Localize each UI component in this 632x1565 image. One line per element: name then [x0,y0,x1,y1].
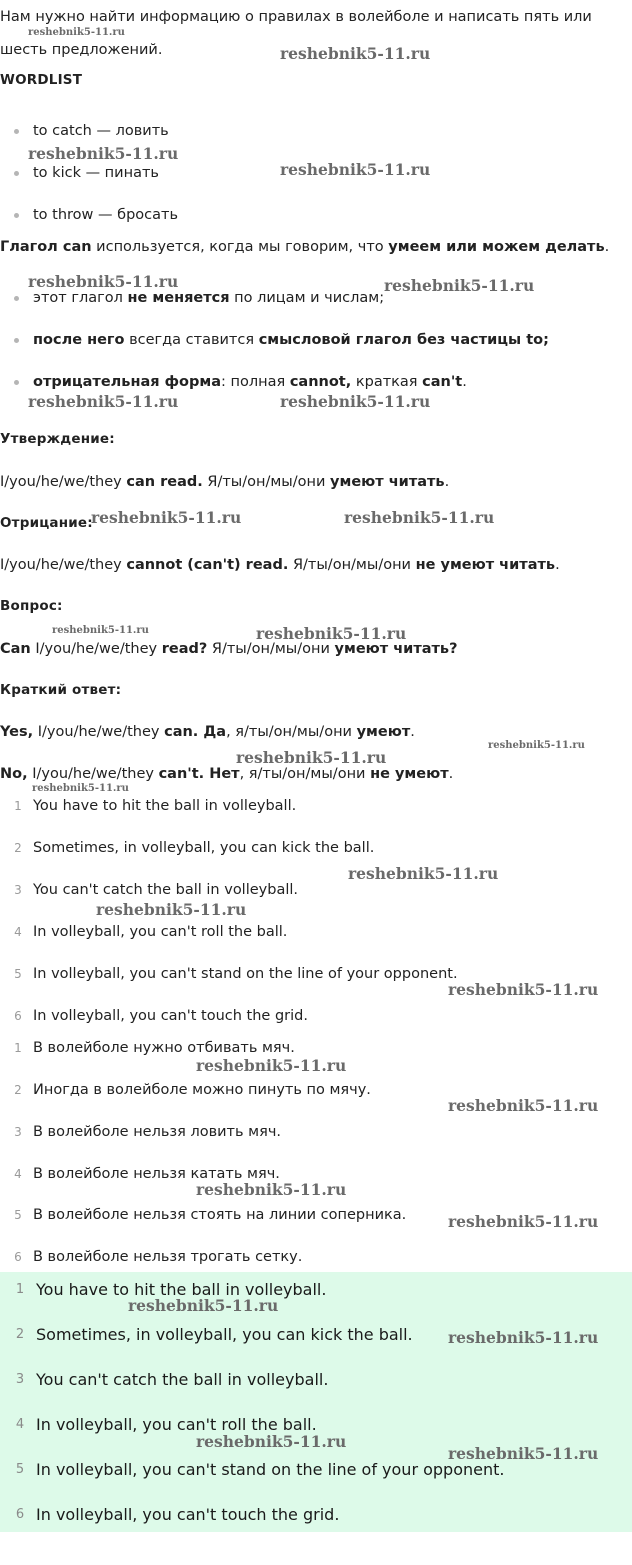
short-answer-no [0,764,453,784]
text: . [462,374,467,390]
text: I/you/he/we/they [0,474,127,490]
list-number: 3 [14,1125,22,1139]
list-number: 2 [15,1327,25,1342]
bullet-dot [14,171,19,176]
answer-item: In volleyball, you can't stand on the line of your opponent. [36,1460,505,1479]
watermark: reshebnik5-11.ru [28,144,179,163]
watermark: reshebnik5-11.ru [448,1444,599,1463]
affirmative-heading: Утверждение: [0,431,115,447]
text-bold: cannot (can't) read. [126,557,289,573]
list-number: 1 [15,1282,25,1297]
text-bold: No, [0,766,28,782]
text-bold: смысловой глагол без частицы to; [258,332,549,348]
watermark: reshebnik5-11.ru [448,980,599,999]
text-bold: can't. [158,766,205,782]
text: , я/ты/он/мы/они [226,724,357,740]
text: Я/ты/он/мы/они [202,474,331,490]
text: , я/ты/он/мы/они [239,766,371,782]
list-number: 6 [14,1250,22,1264]
text-bold: отрицательная форма [33,374,221,390]
text-bold: Yes, [0,724,34,740]
rule-text: используется, когда мы говорим, что [91,239,389,255]
list-item: You have to hit the ball in volleyball. [33,798,297,814]
list-item: You can't catch the ball in volleyball. [33,882,299,898]
watermark: reshebnik5-11.ru [448,1096,599,1115]
list-number: 5 [14,967,22,981]
rule-emphasis: умеем или можем делать [388,239,605,255]
negative-example [0,555,560,575]
watermark: reshebnik5-11.ru [280,44,431,63]
text: краткая [351,374,423,390]
list-number: 6 [15,1507,25,1522]
watermark: reshebnik5-11.ru [28,392,179,411]
watermark: reshebnik5-11.ru [196,1180,347,1199]
list-number: 1 [14,1041,22,1055]
grammar-bullet-3 [33,372,467,392]
wordlist-title: WORDLIST [0,72,83,88]
list-number: 4 [14,1167,22,1181]
wordlist-item: to throw — бросать [33,207,178,223]
question-heading: Вопрос: [0,598,63,614]
text: Я/ты/он/мы/они [288,557,416,573]
watermark: reshebnik5-11.ru [96,900,247,919]
text-bold: Can [0,641,31,657]
text: Я/ты/он/мы/они [207,641,335,657]
list-item: In volleyball, you can't touch the grid. [33,1008,308,1024]
list-number: 2 [14,841,22,855]
list-item: In volleyball, you can't stand on the line of your opponent. [33,966,458,982]
intro-line-1: Нам нужно найти информацию о правилах в волейболе и написать пять или [0,9,592,25]
watermark: reshebnik5-11.ru [91,508,242,527]
negative-heading: Отрицание: [0,515,93,531]
watermark: reshebnik5-11.ru [52,625,149,636]
watermark: reshebnik5-11.ru [280,392,431,411]
watermark: reshebnik5-11.ru [448,1212,599,1231]
text-bold: can read. [126,474,203,490]
answer-item: You have to hit the ball in volleyball. [36,1280,327,1299]
watermark: reshebnik5-11.ru [348,864,499,883]
text-bold: после него [33,332,125,348]
list-number: 3 [15,1372,25,1387]
watermark: reshebnik5-11.ru [384,276,535,295]
short-answer-yes [0,722,415,742]
wordlist-item: to catch — ловить [33,123,169,139]
text: I/you/he/we/they [30,641,162,657]
watermark: reshebnik5-11.ru [256,624,407,643]
watermark: reshebnik5-11.ru [280,160,431,179]
rule-verb: Глагол can [0,239,92,255]
list-number: 6 [14,1009,22,1023]
watermark: reshebnik5-11.ru [448,1328,599,1347]
grammar-bullet-1 [33,288,384,308]
watermark: reshebnik5-11.ru [128,1296,279,1315]
text-bold: Да [198,724,227,740]
short-answer-heading: Краткий ответ: [0,682,122,698]
text-bold: умеют читать? [334,641,458,657]
text-bold: не умеют читать [415,557,556,573]
text: всегда ставится [124,332,259,348]
watermark: reshebnik5-11.ru [32,783,129,794]
answer-box [0,1272,632,1532]
text: по лицам и числам; [229,290,385,306]
bullet-dot [14,338,19,343]
list-number: 5 [14,1208,22,1222]
text: I/you/he/we/they [27,766,159,782]
watermark: reshebnik5-11.ru [28,27,125,38]
answer-item: In volleyball, you can't roll the ball. [36,1415,317,1434]
text-bold: read? [161,641,208,657]
text: . [444,474,450,490]
text-bold: не меняется [127,290,230,306]
text-bold: Нет [204,766,240,782]
watermark: reshebnik5-11.ru [344,508,495,527]
text-bold: умеют [356,724,411,740]
text: . [410,724,415,740]
text: I/you/he/we/they [33,724,165,740]
text-bold: can't [422,374,463,390]
rule-period: . [604,239,610,255]
grammar-bullet-2 [33,330,549,350]
list-item: В волейболе нельзя ловить мяч. [33,1124,282,1140]
list-number: 1 [14,799,22,813]
list-number: 5 [15,1462,25,1477]
affirmative-example [0,472,449,492]
text-bold: умеют читать [330,474,445,490]
text: . [448,766,454,782]
answer-item: Sometimes, in volleyball, you can kick the ball. [36,1325,413,1344]
text: I/you/he/we/they [0,557,127,573]
wordlist-item: to kick — пинать [33,165,159,181]
text: . [555,557,560,573]
text: : полная [221,374,290,390]
list-number: 4 [15,1417,25,1432]
watermark: reshebnik5-11.ru [236,748,387,767]
text: этот глагол [33,290,128,306]
list-item: В волейболе нельзя катать мяч. [33,1166,280,1182]
bullet-dot [14,129,19,134]
text-bold: не умеют [370,766,449,782]
bullet-dot [14,213,19,218]
watermark: reshebnik5-11.ru [196,1056,347,1075]
watermark: reshebnik5-11.ru [488,740,585,751]
list-item: В волейболе нельзя стоять на линии соперника. [33,1207,407,1223]
intro-line-2: шесть предложений. [0,42,163,58]
list-number: 4 [14,925,22,939]
bullet-dot [14,296,19,301]
answer-item: You can't catch the ball in volleyball. [36,1370,329,1389]
text-bold: cannot, [289,374,352,390]
list-item: Иногда в волейболе можно пинуть по мячу. [33,1082,371,1098]
watermark: reshebnik5-11.ru [28,272,179,291]
list-item: В волейболе нужно отбивать мяч. [33,1040,295,1056]
text-bold: can. [164,724,199,740]
list-number: 2 [14,1083,22,1097]
bullet-dot [14,380,19,385]
list-item: In volleyball, you can't roll the ball. [33,924,288,940]
list-item: В волейболе нельзя трогать сетку. [33,1249,303,1265]
answer-item: In volleyball, you can't touch the grid. [36,1505,340,1524]
grammar-rule [0,237,609,257]
list-number: 3 [14,883,22,897]
list-item: Sometimes, in volleyball, you can kick the ball. [33,840,375,856]
watermark: reshebnik5-11.ru [196,1432,347,1451]
